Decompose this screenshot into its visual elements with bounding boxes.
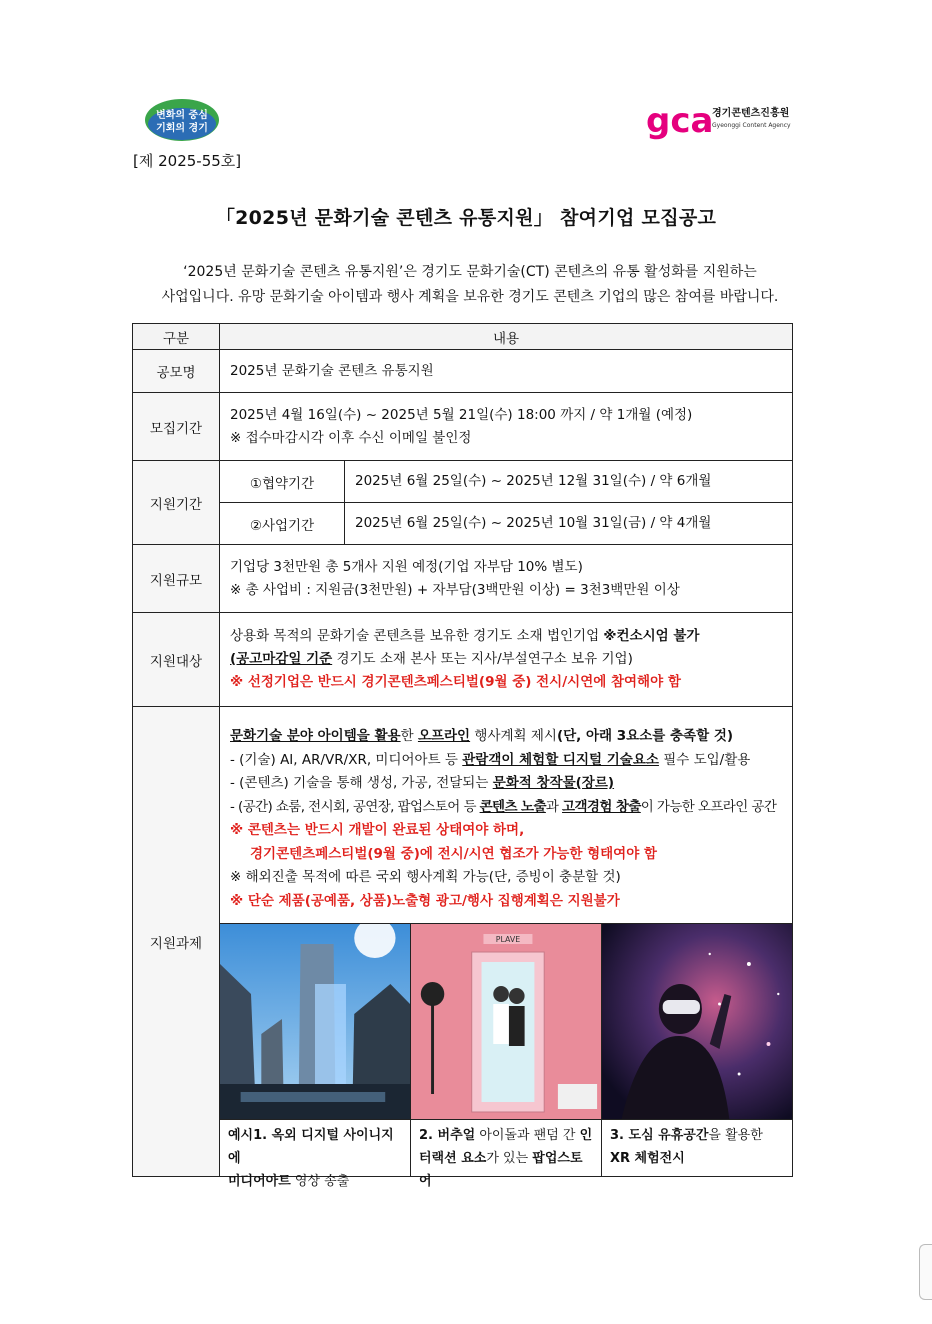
- task-description: [220, 707, 792, 923]
- business-period-value: 2025년 6월 25일(수) ~ 2025년 10월 31일(금) / 약 4개월: [355, 515, 712, 531]
- caption-example-3: 3. 도심 유휴공간을 활용한 XR 체험전시: [610, 1128, 763, 1166]
- column-header-category: 구분: [133, 324, 220, 350]
- support-period: [220, 461, 793, 545]
- column-header-content: 내용: [220, 324, 793, 350]
- photo-digital-signage: [220, 924, 411, 1119]
- svg-text:gca: gca: [646, 102, 714, 141]
- caption-example-1: 예시1. 옥외 디지털 사이니지에 미디어아트 영상 송출: [220, 1120, 411, 1176]
- subtable-row: [220, 503, 792, 545]
- svg-text:기회의 경기: 기회의 경기: [156, 123, 208, 134]
- support-period-subtable: [220, 461, 792, 544]
- task-warning: 경기콘텐츠페스티벌(9월 중)에 전시/시연 협조가 가능한 형태여야 함: [250, 845, 657, 862]
- svg-text:Gyeonggi Content Agency: Gyeonggi Content Agency: [712, 122, 791, 129]
- document-number: [제 2025-55호]: [133, 152, 242, 170]
- support-scale-line: ※ 총 사업비 : 지원금(3천만원) + 자부담(3백만원 이상) = 3천3백만원 이상: [230, 581, 680, 598]
- svg-text:변화의 중심: 변화의 중심: [156, 110, 208, 121]
- table-row: [133, 613, 793, 707]
- row-label-task: 지원과제: [133, 707, 220, 1177]
- gca-logo: [646, 102, 806, 146]
- table-row: [133, 461, 793, 545]
- task-warning: ※ 단순 제품(공예품, 상품)노출형 광고/행사 집행계획은 지원불가: [230, 892, 620, 909]
- intro-line: ‘2025년 문화기술 콘텐츠 유통지원’은 경기도 문화기술(CT) 콘텐츠의 유통 활성화를 지원하는: [183, 264, 757, 280]
- task-line: - (콘텐츠) 기술을 통해 생성, 가공, 전달되는 문화적 창작물(장르): [230, 775, 615, 791]
- intro-line: 사업입니다. 유망 문화기술 아이템과 행사 계획을 보유한 경기도 콘텐츠 기업의 많은 참여를 바랍니다.: [161, 289, 779, 305]
- svg-text:PLAVE: PLAVE: [495, 934, 521, 945]
- program-name: 2025년 문화기술 콘텐츠 유통지원: [220, 350, 793, 393]
- row-label-target: 지원대상: [133, 613, 220, 707]
- target-line: (공고마감일 기준 경기도 소재 본사 또는 지사/부설연구소 보유 기업): [230, 651, 633, 667]
- notice-table: [132, 323, 793, 1189]
- table-row: [133, 350, 793, 393]
- task-line: - (기술) AI, AR/VR/XR, 미디어아트 등 관람객이 체험할 디지털 기술요소 필수 도입/활용: [230, 751, 751, 768]
- agreement-period-label: ①협약기간: [220, 461, 345, 503]
- recruit-period: [220, 393, 793, 461]
- photo-popup-store: [411, 924, 602, 1119]
- page-title: 「2025년 문화기술 콘텐츠 유통지원」 참여기업 모집공고: [215, 207, 717, 229]
- table-row: [133, 545, 793, 613]
- task-warning: ※ 콘텐츠는 반드시 개발이 완료된 상태여야 하며,: [230, 822, 525, 838]
- caption-example-2: 2. 버추얼 아이돌과 팬덤 간 인 터랙션 요소가 있는 팝업스토어: [411, 1120, 602, 1176]
- task-line: ※ 해외진출 목적에 따른 국외 행사계획 가능(단, 증빙이 충분할 것): [230, 869, 621, 885]
- photo-xr-exhibition: [602, 924, 792, 1119]
- recruit-period-note: ※ 접수마감시각 이후 수신 이메일 불인정: [230, 429, 472, 446]
- support-target: [220, 613, 793, 707]
- table-row: [133, 707, 793, 1177]
- support-task: [220, 707, 793, 1189]
- support-scale: [220, 545, 793, 613]
- example-photos: [220, 923, 792, 1119]
- target-warning: ※ 선정기업은 반드시 경기콘텐츠페스티벌(9월 중) 전시/시연에 참여해야 함: [230, 674, 681, 690]
- subtable-row: [220, 461, 792, 503]
- support-scale-line: 기업당 3천만원 총 5개사 지원 예정(기업 자부담 10% 별도): [230, 558, 583, 575]
- table-row: [133, 393, 793, 461]
- row-label-support-period: 지원기간: [133, 461, 220, 545]
- agreement-period-value: 2025년 6월 25일(수) ~ 2025년 12월 31일(수) / 약 6개월: [345, 461, 793, 503]
- row-label-name: 공모명: [133, 350, 220, 393]
- recruit-period-dates: 2025년 4월 16일(수) ~ 2025년 5월 21일(수) 18:00 까지 / 약 1개월 (예정): [230, 406, 693, 423]
- intro-paragraph: [140, 260, 800, 310]
- table-header: [133, 324, 793, 350]
- svg-text:경기콘텐츠진흥원: 경기콘텐츠진흥원: [712, 108, 790, 119]
- row-label-recruit-period: 모집기간: [133, 393, 220, 461]
- business-period-label: ②사업기간: [220, 503, 345, 545]
- gyeonggi-logo: [144, 98, 220, 142]
- target-line: 상용화 목적의 문화기술 콘텐츠를 보유한 경기도 소재 법인기업 ※컨소시엄 불가: [230, 628, 700, 644]
- page-scroll-handle[interactable]: [919, 1244, 932, 1300]
- task-line: 문화기술 분야 아이템을 활용한 오프라인 행사계획 제시(단, 아래 3요소를 충족할 것): [230, 728, 734, 744]
- example-captions: [220, 1119, 792, 1189]
- row-label-scale: 지원규모: [133, 545, 220, 613]
- task-line: - (공간) 쇼룸, 전시회, 공연장, 팝업스토어 등 콘텐츠 노출과 고객경험 창출이 가능한 오프라인 공간: [230, 798, 777, 815]
